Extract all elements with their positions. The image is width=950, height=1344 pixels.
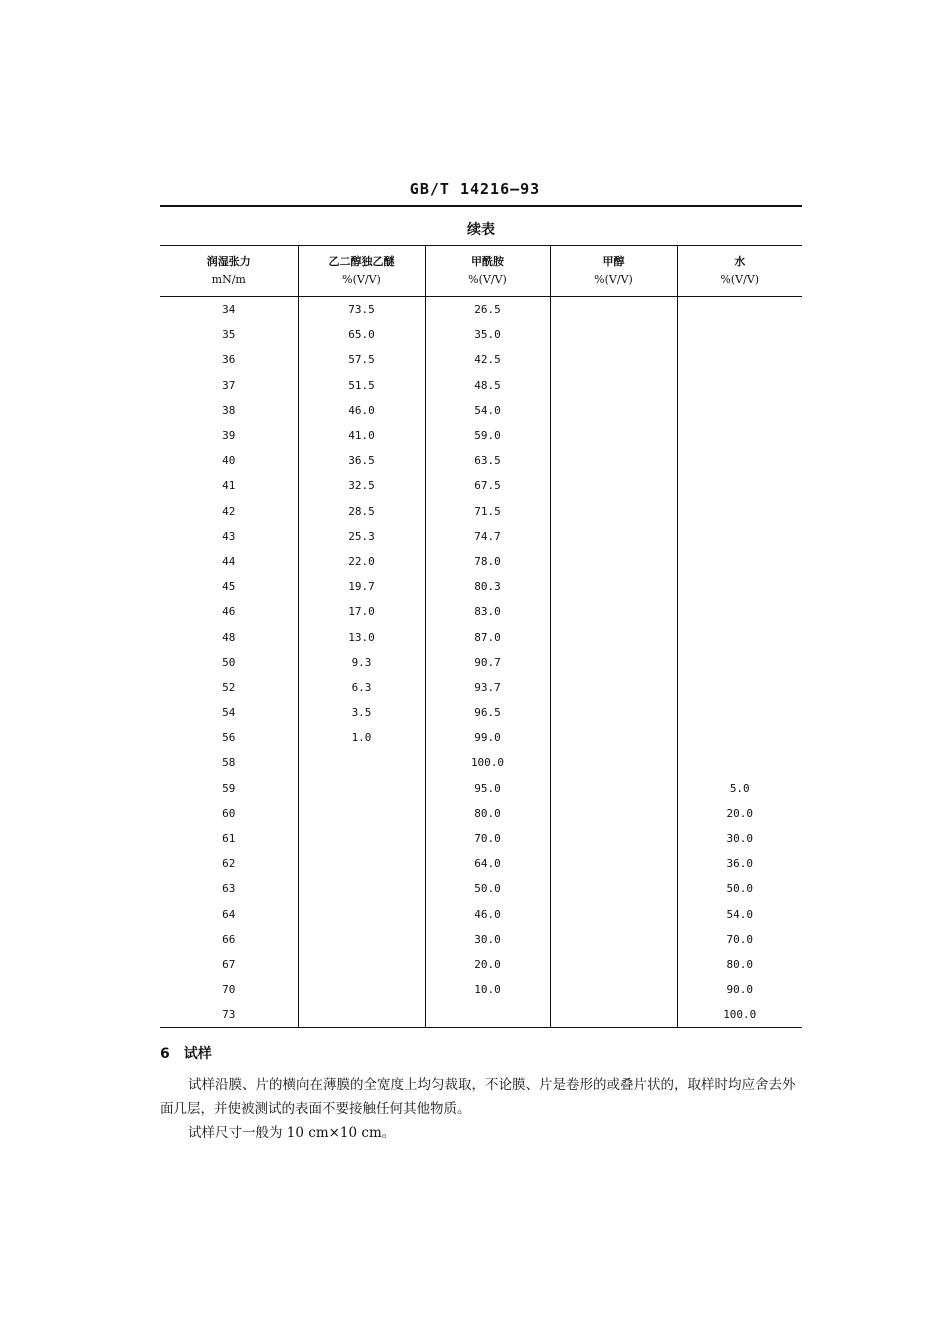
table-cell bbox=[298, 927, 425, 952]
table-cell: 50.0 bbox=[677, 876, 802, 901]
table-cell bbox=[677, 373, 802, 398]
column-name: 乙二醇独乙醚 bbox=[328, 255, 395, 268]
table-row bbox=[160, 675, 802, 700]
table-cell: 70.0 bbox=[677, 927, 802, 952]
table-cell: 71.5 bbox=[425, 499, 550, 524]
table-cell: 73.5 bbox=[298, 297, 425, 323]
sampling-paragraph: 试样沿膜、片的横向在薄膜的全宽度上均匀裁取，不论膜、片是卷形的或叠片状的，取样时均应舍去外面几层，并使被测试的表面不要接触任何其他物质。 bbox=[160, 1077, 796, 1117]
table-cell: 42.5 bbox=[425, 347, 550, 372]
column-header-ethylene-glycol-ether bbox=[298, 246, 425, 297]
table-cell: 20.0 bbox=[677, 801, 802, 826]
table-cell: 63 bbox=[222, 882, 236, 896]
table-cell: 80.0 bbox=[425, 801, 550, 826]
table-cell bbox=[550, 801, 677, 826]
table-cell: 45 bbox=[222, 580, 236, 594]
table-cell bbox=[550, 650, 677, 675]
table-cell bbox=[550, 952, 677, 977]
table-cell: 61 bbox=[222, 832, 236, 846]
table-caption: 续表 bbox=[467, 222, 495, 238]
table-cell bbox=[550, 902, 677, 927]
table-cell bbox=[550, 499, 677, 524]
table-cell: 51.5 bbox=[298, 373, 425, 398]
table-cell bbox=[550, 322, 677, 347]
table-cell bbox=[298, 851, 425, 876]
table-cell: 48 bbox=[222, 630, 236, 644]
table-cell: 36.0 bbox=[677, 851, 802, 876]
table-cell bbox=[550, 448, 677, 473]
table-cell bbox=[550, 851, 677, 876]
table-cell bbox=[425, 1002, 550, 1028]
table-cell bbox=[550, 599, 677, 624]
table-row bbox=[160, 725, 802, 750]
column-header-methanol bbox=[550, 246, 677, 297]
table-row bbox=[160, 373, 802, 398]
table-cell: 3.5 bbox=[298, 700, 425, 725]
table-cell: 80.3 bbox=[425, 574, 550, 599]
table-cell: 20.0 bbox=[425, 952, 550, 977]
table-cell: 19.7 bbox=[298, 574, 425, 599]
table-cell bbox=[550, 1002, 677, 1028]
table-cell: 26.5 bbox=[425, 297, 550, 323]
table-cell bbox=[677, 549, 802, 574]
table-cell bbox=[677, 750, 802, 775]
table-cell: 78.0 bbox=[425, 549, 550, 574]
table-cell: 64.0 bbox=[425, 851, 550, 876]
table-cell: 46 bbox=[222, 605, 236, 619]
table-cell bbox=[550, 675, 677, 700]
table-row bbox=[160, 347, 802, 372]
table-cell: 30.0 bbox=[677, 826, 802, 851]
table-cell bbox=[298, 1002, 425, 1028]
table-cell bbox=[677, 297, 802, 323]
table-cell: 59 bbox=[222, 781, 236, 795]
table-cell bbox=[677, 398, 802, 423]
table-row bbox=[160, 448, 802, 473]
column-header-water bbox=[677, 246, 802, 297]
table-row bbox=[160, 977, 802, 1002]
column-unit: %(V/V) bbox=[342, 273, 381, 286]
table-cell: 50 bbox=[222, 655, 236, 669]
table-cell bbox=[298, 750, 425, 775]
table-row bbox=[160, 876, 802, 901]
table-cell: 46.0 bbox=[425, 902, 550, 927]
table-cell bbox=[550, 776, 677, 801]
column-name: 甲酰胺 bbox=[471, 255, 504, 268]
table-cell: 67.5 bbox=[425, 473, 550, 498]
table-cell: 50.0 bbox=[425, 876, 550, 901]
table-row bbox=[160, 599, 802, 624]
table-cell: 66 bbox=[222, 932, 236, 946]
section-number: 6 bbox=[160, 1046, 170, 1062]
table-cell: 41 bbox=[222, 479, 236, 493]
table-cell: 54.0 bbox=[677, 902, 802, 927]
table-cell bbox=[550, 927, 677, 952]
table-row bbox=[160, 549, 802, 574]
table-cell: 32.5 bbox=[298, 473, 425, 498]
table-cell bbox=[550, 347, 677, 372]
table-cell bbox=[550, 373, 677, 398]
table-cell bbox=[298, 826, 425, 851]
table-row bbox=[160, 574, 802, 599]
table-cell bbox=[677, 599, 802, 624]
table-cell: 58 bbox=[222, 756, 236, 770]
table-cell: 25.3 bbox=[298, 524, 425, 549]
table-cell: 36 bbox=[222, 353, 236, 367]
column-unit: %(V/V) bbox=[468, 273, 507, 286]
table-cell: 80.0 bbox=[677, 952, 802, 977]
table-cell: 17.0 bbox=[298, 599, 425, 624]
table-cell: 65.0 bbox=[298, 322, 425, 347]
table-cell: 62 bbox=[222, 857, 236, 871]
table-cell bbox=[677, 499, 802, 524]
table-cell bbox=[677, 574, 802, 599]
table-cell: 44 bbox=[222, 554, 236, 568]
table-cell: 1.0 bbox=[298, 725, 425, 750]
table-cell bbox=[677, 473, 802, 498]
table-header-row bbox=[160, 246, 802, 297]
table-cell bbox=[677, 347, 802, 372]
table-cell: 48.5 bbox=[425, 373, 550, 398]
table-cell: 6.3 bbox=[298, 675, 425, 700]
table-row bbox=[160, 297, 802, 323]
table-cell: 87.0 bbox=[425, 624, 550, 649]
table-cell bbox=[550, 423, 677, 448]
table-cell: 73 bbox=[222, 1008, 236, 1022]
table-cell: 60 bbox=[222, 806, 236, 820]
table-cell bbox=[677, 700, 802, 725]
table-cell: 93.7 bbox=[425, 675, 550, 700]
table-row bbox=[160, 322, 802, 347]
table-cell bbox=[550, 297, 677, 323]
table-cell bbox=[550, 977, 677, 1002]
table-cell: 74.7 bbox=[425, 524, 550, 549]
column-name: 甲醇 bbox=[602, 255, 625, 268]
table-cell: 95.0 bbox=[425, 776, 550, 801]
sample-size-paragraph: 试样尺寸一般为 10 cm×10 cm。 bbox=[188, 1125, 396, 1141]
table-cell bbox=[550, 876, 677, 901]
table-cell bbox=[298, 776, 425, 801]
table-cell: 22.0 bbox=[298, 549, 425, 574]
table-cell bbox=[550, 725, 677, 750]
table-cell: 43 bbox=[222, 529, 236, 543]
column-header-formamide bbox=[425, 246, 550, 297]
table-row bbox=[160, 473, 802, 498]
table-cell bbox=[298, 876, 425, 901]
table-row bbox=[160, 801, 802, 826]
table-row bbox=[160, 423, 802, 448]
table-cell: 96.5 bbox=[425, 700, 550, 725]
table-cell bbox=[677, 650, 802, 675]
table-cell bbox=[677, 675, 802, 700]
section-title: 试样 bbox=[183, 1046, 212, 1062]
table-cell: 100.0 bbox=[425, 750, 550, 775]
table-cell bbox=[550, 473, 677, 498]
table-cell: 63.5 bbox=[425, 448, 550, 473]
table-cell: 5.0 bbox=[677, 776, 802, 801]
table-cell: 99.0 bbox=[425, 725, 550, 750]
table-cell: 9.3 bbox=[298, 650, 425, 675]
table-cell bbox=[550, 624, 677, 649]
table-cell: 59.0 bbox=[425, 423, 550, 448]
table-cell bbox=[550, 574, 677, 599]
table-cell: 39 bbox=[222, 429, 236, 443]
table-row bbox=[160, 524, 802, 549]
table-cell bbox=[677, 322, 802, 347]
table-cell bbox=[550, 700, 677, 725]
table-cell: 90.0 bbox=[677, 977, 802, 1002]
column-header-wetting-tension bbox=[160, 246, 298, 297]
table-row bbox=[160, 826, 802, 851]
column-unit: mN/m bbox=[211, 273, 246, 286]
table-cell: 54.0 bbox=[425, 398, 550, 423]
table-cell: 36.5 bbox=[298, 448, 425, 473]
table-cell bbox=[550, 398, 677, 423]
table-cell bbox=[677, 624, 802, 649]
table-row bbox=[160, 851, 802, 876]
table-cell: 30.0 bbox=[425, 927, 550, 952]
table-cell: 90.7 bbox=[425, 650, 550, 675]
table-cell: 28.5 bbox=[298, 499, 425, 524]
table-cell bbox=[550, 750, 677, 775]
table-cell: 100.0 bbox=[677, 1002, 802, 1028]
table-cell: 52 bbox=[222, 680, 236, 694]
wetting-tension-table bbox=[160, 245, 802, 1028]
table-cell: 41.0 bbox=[298, 423, 425, 448]
table-row bbox=[160, 499, 802, 524]
table-cell: 70 bbox=[222, 983, 236, 997]
table-row bbox=[160, 927, 802, 952]
table-row bbox=[160, 398, 802, 423]
continued-table bbox=[160, 205, 802, 1028]
standard-code: GB/T 14216—93 bbox=[409, 180, 541, 198]
table-cell: 38 bbox=[222, 403, 236, 417]
table-cell: 34 bbox=[222, 303, 236, 317]
table-row bbox=[160, 902, 802, 927]
table-cell bbox=[677, 448, 802, 473]
table-cell: 56 bbox=[222, 731, 236, 745]
table-cell bbox=[677, 423, 802, 448]
column-name: 水 bbox=[734, 255, 746, 268]
table-cell: 42 bbox=[222, 504, 236, 518]
table-cell bbox=[677, 725, 802, 750]
table-row bbox=[160, 750, 802, 775]
table-cell: 57.5 bbox=[298, 347, 425, 372]
table-cell: 13.0 bbox=[298, 624, 425, 649]
table-cell: 64 bbox=[222, 907, 236, 921]
table-cell bbox=[298, 902, 425, 927]
table-cell bbox=[550, 826, 677, 851]
table-cell bbox=[677, 524, 802, 549]
table-cell: 35 bbox=[222, 328, 236, 342]
column-name: 润湿张力 bbox=[206, 255, 251, 268]
table-row bbox=[160, 952, 802, 977]
table-cell: 40 bbox=[222, 454, 236, 468]
table-row bbox=[160, 624, 802, 649]
column-unit: %(V/V) bbox=[594, 273, 633, 286]
table-cell: 10.0 bbox=[425, 977, 550, 1002]
table-cell bbox=[550, 549, 677, 574]
table-row bbox=[160, 776, 802, 801]
table-cell bbox=[298, 952, 425, 977]
table-body bbox=[160, 297, 802, 1028]
table-cell: 54 bbox=[222, 706, 236, 720]
table-cell: 83.0 bbox=[425, 599, 550, 624]
table-row bbox=[160, 1002, 802, 1028]
table-cell bbox=[550, 524, 677, 549]
section-heading bbox=[160, 1043, 212, 1063]
table-cell: 35.0 bbox=[425, 322, 550, 347]
table-cell: 37 bbox=[222, 378, 236, 392]
table-cell bbox=[298, 801, 425, 826]
table-row bbox=[160, 650, 802, 675]
table-cell: 46.0 bbox=[298, 398, 425, 423]
table-cell: 67 bbox=[222, 957, 236, 971]
table-row bbox=[160, 700, 802, 725]
table-cell bbox=[298, 977, 425, 1002]
column-unit: %(V/V) bbox=[720, 273, 760, 286]
table-cell: 70.0 bbox=[425, 826, 550, 851]
